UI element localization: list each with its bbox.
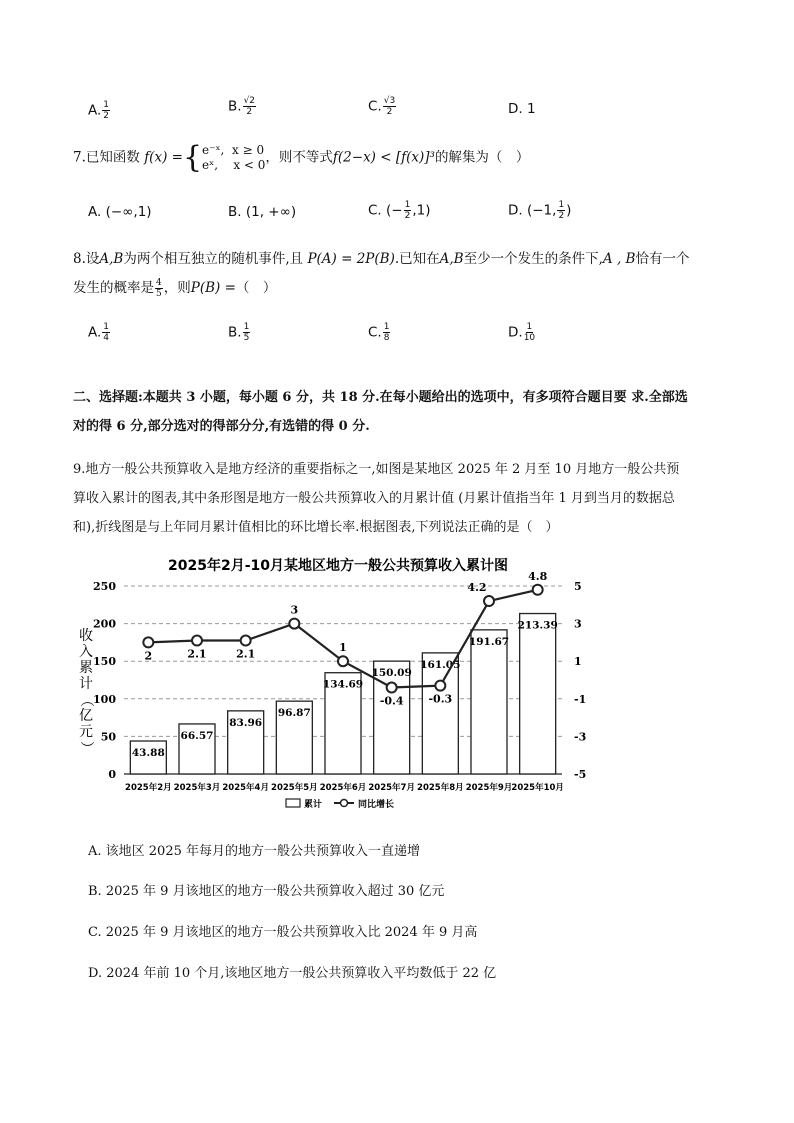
q8-option-c[interactable]: C. $\frac{1}{8}$ (368, 322, 390, 343)
y2-tick-label: -5 (574, 768, 587, 781)
q6-option-b[interactable]: B. $\frac{√2}{2}$ (228, 96, 256, 117)
chart-title: 2025年2月-10月某地区地方一般公共预算收入累计图 (168, 558, 508, 574)
y-label-char: （ (78, 693, 94, 707)
y2-tick-label: 3 (574, 617, 582, 631)
q8-option-b[interactable]: B. $\frac{1}{5}$ (228, 322, 250, 343)
budget-revenue-chart (72, 548, 592, 820)
legend-label-line: 同比增长 (358, 800, 395, 810)
y-label-char: 累 (79, 660, 93, 676)
q9-stem-line2: 算收入累计的图表,其中条形图是地方一般公共预算收入的月累计值 (月累计值指当年 1 月到当月的数据总 (73, 491, 675, 506)
bar-value-label: 191.67 (468, 635, 510, 648)
bar (517, 614, 558, 774)
growth-value-label: 3 (290, 603, 299, 617)
x-tick-label: 2025年2月 (125, 783, 172, 793)
q7-option-d[interactable]: D. (−1, $\frac{1}{2}$ ) (508, 200, 572, 221)
q7-option-c[interactable]: C. (− $\frac{1}{2}$ ,1) (368, 200, 431, 221)
y-label-char: 收 (79, 628, 93, 644)
q8-stem-line2: 发生的概率是 $\frac{4}{5}$ ，则P(B) =（ ） (73, 278, 277, 299)
q9-option-c[interactable]: C. 2025 年 9 月该地区的地方一般公共预算收入比 2024 年 9 月高 (88, 925, 478, 940)
y-label-char: 亿 (79, 708, 93, 724)
section2-heading-line2: 对的得 6 分,部分选对的得部分分,有选错的得 0 分. (73, 419, 370, 434)
q9-option-a[interactable]: A. 该地区 2025 年每月的地方一般公共预算收入一直递增 (88, 844, 421, 859)
y2-tick-label: -3 (574, 730, 587, 744)
legend-label-bar: 累计 (304, 800, 323, 810)
growth-value-label: -0.4 (379, 694, 404, 708)
chart-y-axis (93, 580, 116, 781)
x-tick-label: 2025年9月 (465, 783, 513, 793)
growth-point (241, 636, 251, 646)
bar-value-label: 134.69 (322, 678, 364, 691)
growth-value-label: 2 (144, 649, 153, 663)
x-tick-label: 2025年6月 (319, 783, 367, 793)
x-tick-label: 2025年5月 (271, 783, 318, 793)
y-tick-label: 250 (93, 580, 116, 593)
growth-value-label: 2.1 (187, 647, 207, 661)
legend-swatch-bar (286, 799, 300, 807)
bar-value-label: 161.05 (420, 658, 461, 671)
q6-option-d[interactable]: D. 1 (508, 101, 536, 117)
growth-value-label: 2.1 (236, 647, 256, 661)
q8-option-d[interactable]: D. $\frac{1}{10}$ (508, 322, 536, 343)
bar-value-label: 43.88 (131, 747, 165, 760)
x-tick-label: 2025年3月 (173, 783, 221, 793)
q9-option-b[interactable]: B. 2025 年 9 月该地区的地方一般公共预算收入超过 30 亿元 (88, 884, 445, 899)
growth-point (533, 585, 543, 595)
q9-option-d[interactable]: D. 2024 年前 10 个月,该地区地方一般公共预算收入平均数低于 22 亿 (88, 966, 497, 981)
y-label-char: 计 (79, 676, 93, 692)
bar-value-label: 96.87 (277, 707, 311, 720)
y-tick-label: 50 (100, 730, 116, 744)
growth-point (338, 656, 348, 666)
growth-point (143, 637, 153, 647)
q7-option-a[interactable]: A. (−∞,1) (88, 204, 152, 220)
chart-legend (286, 798, 394, 810)
growth-point (484, 596, 494, 606)
q6-option-c[interactable]: C. $\frac{√3}{2}$ (368, 96, 396, 117)
growth-point (435, 681, 445, 691)
q6-option-a[interactable]: A. $\frac{1}{2}$ (88, 100, 110, 121)
growth-value-label: 1 (339, 641, 347, 655)
growth-point (289, 619, 299, 629)
bar-value-label: 150.09 (371, 667, 412, 680)
q8-stem-line1: 8.设A,B为两个相互独立的随机事件,且 P(A) = 2P(B).已知在A,B至少一个发生的条件下,A , B恰有一个 (73, 251, 690, 267)
q7-option-b[interactable]: B. (1, +∞) (228, 204, 297, 220)
x-tick-label: 2025年8月 (417, 783, 464, 793)
section2-heading-line1: 二、选择题:本题共 3 小题，每小题 6 分，共 18 分.在每小题给出的选项中，有多项符合题目要 求.全部选 (73, 390, 688, 405)
q9-stem-line1: 9.地方一般公共预算收入是地方经济的重要指标之一,如图是某地区 2025 年 2 月至 10 月地方一般公共预 (73, 462, 680, 477)
growth-point (387, 683, 397, 693)
bar-value-label: 213.39 (517, 619, 558, 632)
bar-value-label: 66.57 (180, 729, 214, 742)
y-label-char: 元 (79, 724, 93, 740)
x-tick-label: 2025年10月 (511, 783, 564, 793)
y-tick-label: 200 (93, 617, 116, 631)
y-tick-label: 150 (93, 655, 116, 669)
x-tick-label: 2025年7月 (368, 783, 415, 793)
bar-value-label: 83.96 (229, 716, 263, 729)
chart-svg (72, 548, 592, 820)
chart-x-axis (125, 782, 564, 793)
y-tick-label: 100 (93, 692, 116, 706)
chart-y2-axis (574, 580, 586, 781)
x-tick-label: 2025年4月 (222, 783, 269, 793)
growth-value-label: 4.8 (528, 569, 548, 583)
y-label-char: 入 (79, 644, 93, 660)
y-label-char: ） (78, 741, 94, 755)
bar (420, 653, 461, 774)
growth-point (192, 636, 202, 646)
growth-value-label: 4.2 (467, 581, 487, 595)
legend-swatch-point (341, 800, 348, 807)
y2-tick-label: 1 (574, 655, 582, 669)
growth-value-label: -0.3 (428, 692, 453, 706)
q8-option-a[interactable]: A. $\frac{1}{4}$ (88, 322, 110, 343)
y2-tick-label: 5 (574, 580, 582, 593)
q9-stem-line3: 和),折线图是与上年同月累计值相比的环比增长率.根据图表,下列说法正确的是（ ） (73, 520, 559, 535)
bar (468, 630, 510, 774)
y2-tick-label: -1 (574, 692, 587, 706)
chart-y-label (78, 627, 94, 755)
y-tick-label: 0 (108, 768, 116, 781)
q7-stem: 7.已知函数 f(x) ={ e⁻ˣ, x ≥ 0 eˣ, x < 0 ，则不等式f(2−x) < [f(x)]³的解集为（ ） (73, 140, 530, 175)
